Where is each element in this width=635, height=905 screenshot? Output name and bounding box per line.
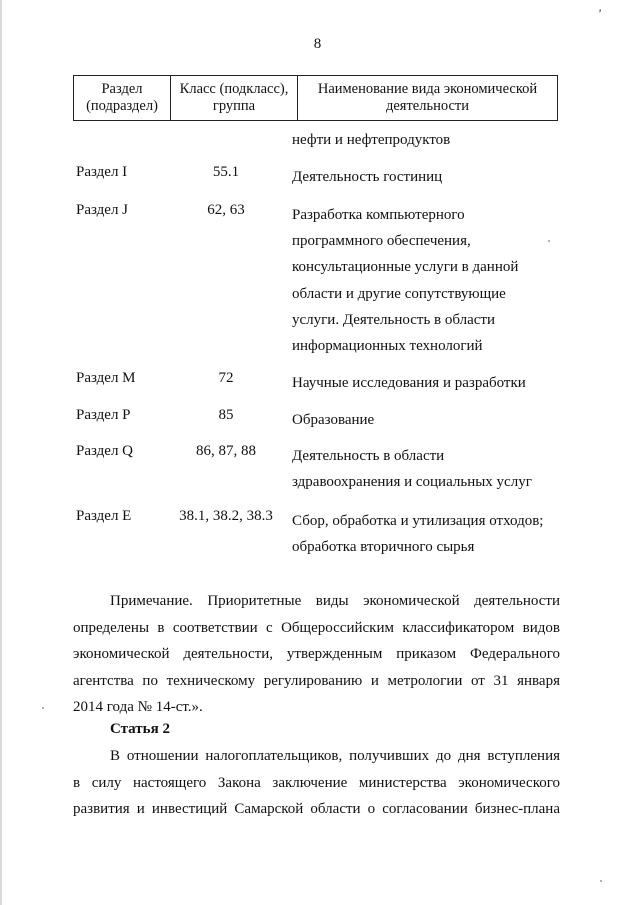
activity-line: программного обеспечения, (292, 233, 471, 250)
activity-cell (292, 370, 562, 396)
article-title: Статья 2 (110, 721, 170, 737)
note-paragraph (73, 588, 560, 721)
activity-line: Сбор, обработка и утилизация отходов; (292, 513, 544, 529)
note-line: агентства по техническому регулированию и метрологии от 31 января (73, 672, 560, 689)
scan-speck (548, 240, 550, 242)
activity-cell (292, 202, 562, 359)
activity-cell (292, 443, 562, 495)
section-cell: Раздел J (76, 202, 129, 218)
activity-cell (292, 407, 562, 433)
class-cell: 38.1, 38.2, 38.3 (179, 508, 273, 524)
header-class: Класс (подкласс), группа (171, 76, 298, 121)
activity-line: информационных технологий (292, 338, 483, 355)
section-cell: Раздел I (76, 164, 128, 180)
article-line: развития и инвестиций Самарской области о согласовании бизнес-плана (73, 801, 560, 817)
article-paragraph (73, 743, 560, 823)
section-cell: Раздел P (76, 407, 131, 423)
activity-cell (292, 508, 562, 560)
activity-line: области и другие сопутствующие (292, 285, 506, 302)
activity-line: здравоохранения и социальных услуг (292, 474, 532, 491)
scan-speck (42, 707, 44, 709)
scan-edge (0, 0, 2, 905)
activity-line: обработка вторичного сырья (292, 539, 475, 556)
activity-line: услуги. Деятельность в области (292, 311, 496, 328)
activity-cell (292, 164, 562, 190)
section-cell: Раздел E (76, 508, 132, 524)
activity-line: Образование (292, 412, 375, 428)
activity-line: Деятельность в области (292, 448, 445, 464)
article-line: в силу настоящего Закона заключение министерства экономического (73, 774, 560, 791)
corner-mark: ' (598, 6, 601, 21)
continuation-text: нефти и нефтепродуктов (292, 132, 451, 148)
header-section: Раздел (подраздел) (74, 76, 171, 121)
class-cell: 62, 63 (207, 202, 245, 218)
section-cell: Раздел M (76, 370, 136, 386)
activity-line: Разработка компьютерного (292, 207, 465, 223)
class-cell: 72 (218, 370, 234, 386)
activity-line: Деятельность гостиниц (292, 169, 443, 185)
class-cell: 55.1 (212, 164, 240, 180)
activity-line: консультационные услуги в данной (292, 259, 519, 276)
note-line: экономической деятельности, утвержденным приказом Федерального (73, 646, 560, 662)
scan-speck (600, 880, 602, 882)
article-line: В отношении налогоплательщиков, получивших до дня вступления (110, 748, 560, 764)
note-line: определены в соответствии с Общероссийским классификатором видов (73, 619, 560, 636)
page-number: 8 (313, 36, 322, 52)
table-header (73, 75, 558, 121)
section-cell: Раздел Q (76, 443, 134, 459)
class-cell: 86, 87, 88 (196, 443, 256, 459)
note-line: 2014 года № 14-ст.». (73, 699, 203, 715)
header-activity: Наименование вида экономической деятельности (298, 76, 558, 121)
activity-line: Научные исследования и разработки (292, 375, 526, 391)
note-line: Примечание. Приоритетные виды экономической деятельности (110, 593, 560, 609)
class-cell: 85 (218, 407, 234, 423)
